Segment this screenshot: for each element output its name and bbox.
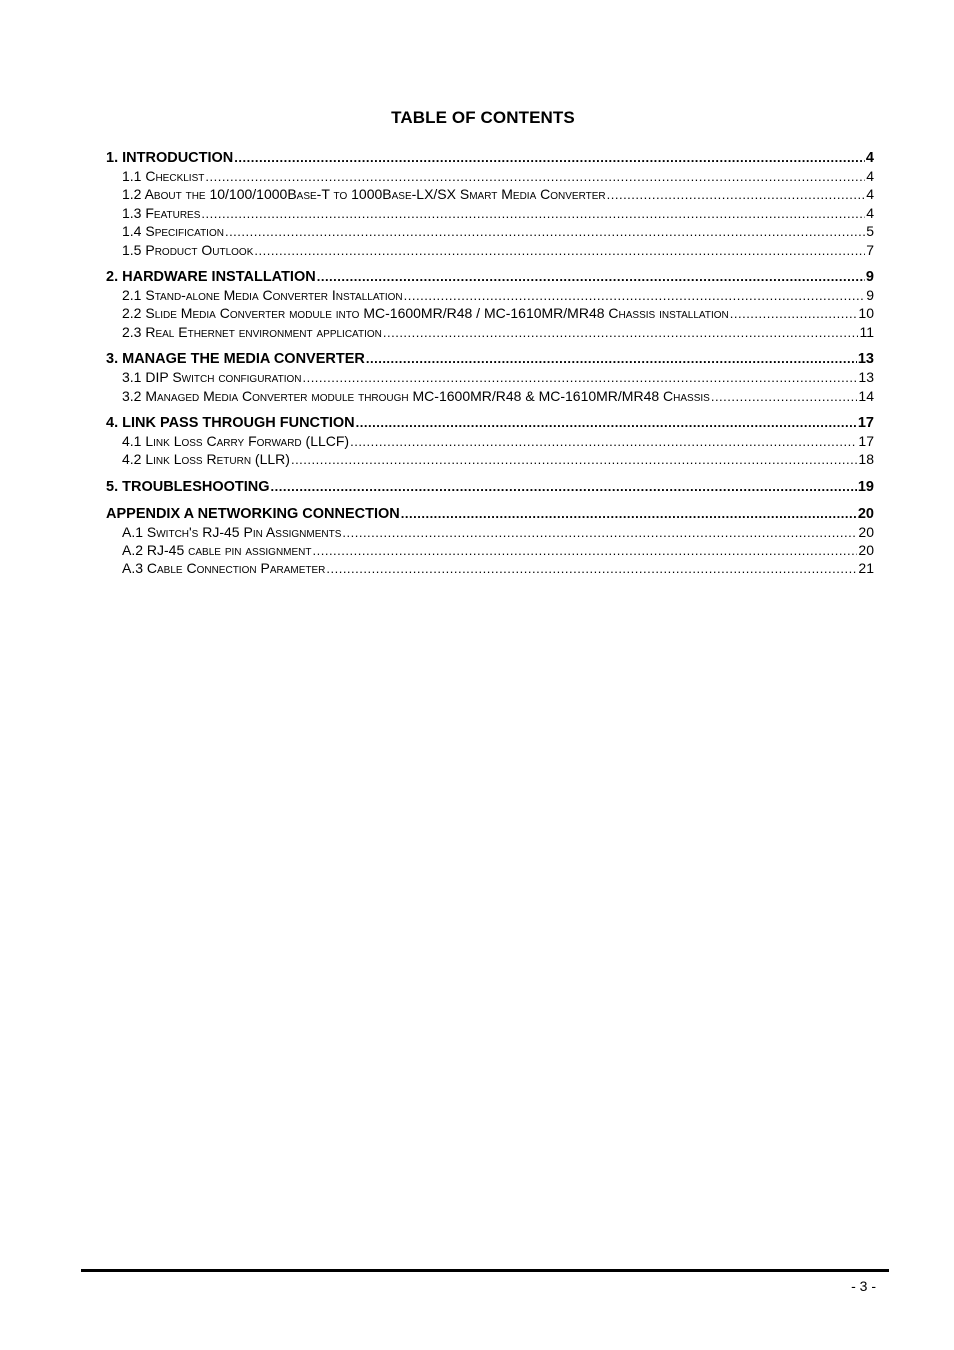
toc-subentry-page: 21 bbox=[858, 560, 874, 577]
toc-leader-dots bbox=[401, 506, 857, 521]
toc-subentry-page: 4 bbox=[866, 186, 874, 203]
toc-subentry-title: A.1 Switch's RJ-45 Pin Assignments bbox=[122, 523, 342, 540]
toc-leader-dots bbox=[366, 351, 857, 366]
toc-leader-dots bbox=[205, 169, 865, 184]
toc-leader-dots bbox=[383, 325, 859, 340]
toc-entry-page: 19 bbox=[857, 478, 874, 495]
toc-leader-dots bbox=[607, 187, 866, 202]
toc-subentry-title: 3.2 Managed Media Converter module through MC-1600MR/R48 & MC-1610MR/MR48 Chassis bbox=[122, 387, 710, 404]
toc-subentry[interactable] bbox=[106, 186, 874, 204]
toc-section-hardware-installation bbox=[106, 269, 874, 342]
toc-entry-title: 3. MANAGE THE MEDIA CONVERTER bbox=[106, 351, 365, 368]
toc-subentry-title: A.2 RJ-45 cable pin assignment bbox=[122, 542, 312, 559]
toc-entry-page: 17 bbox=[857, 414, 874, 431]
toc-subentry-page: 14 bbox=[858, 387, 874, 404]
toc-entry-page: 4 bbox=[865, 150, 874, 166]
toc-subentry-page: 20 bbox=[858, 542, 874, 559]
toc-leader-dots bbox=[302, 370, 857, 385]
toc-subentry-title: 3.1 DIP Switch configuration bbox=[122, 369, 302, 386]
toc-subentry-page: 5 bbox=[866, 223, 874, 240]
toc-entry[interactable] bbox=[106, 415, 874, 433]
toc-leader-dots bbox=[225, 224, 865, 239]
toc-subentry-title: 4.1 Link Loss Carry Forward (LLCF) bbox=[122, 432, 350, 449]
toc-subentry[interactable] bbox=[106, 524, 874, 542]
toc-subentry[interactable] bbox=[106, 542, 874, 560]
toc-subentry[interactable] bbox=[106, 560, 874, 578]
toc-subentry[interactable] bbox=[106, 324, 874, 342]
toc-subentry-page: 4 bbox=[866, 204, 874, 221]
footer-rule bbox=[81, 1269, 889, 1272]
toc-subentry-title: 1.3 Features bbox=[122, 204, 201, 221]
table-of-contents bbox=[106, 150, 874, 588]
toc-section-link-pass-through bbox=[106, 415, 874, 470]
toc-entry[interactable] bbox=[106, 506, 874, 524]
toc-leader-dots bbox=[201, 206, 865, 221]
toc-subentry[interactable] bbox=[106, 388, 874, 406]
toc-subentry[interactable] bbox=[106, 242, 874, 260]
toc-section-appendix-a bbox=[106, 506, 874, 579]
toc-leader-dots bbox=[254, 243, 865, 258]
toc-subentry-title: 1.5 Product Outlook bbox=[122, 241, 254, 258]
toc-leader-dots bbox=[326, 561, 857, 576]
toc-subentry-page: 13 bbox=[858, 369, 874, 386]
toc-section-troubleshooting bbox=[106, 479, 874, 497]
toc-subentry-page: 20 bbox=[858, 523, 874, 540]
toc-subentry-page: 4 bbox=[866, 168, 874, 184]
toc-entry[interactable] bbox=[106, 269, 874, 287]
toc-leader-dots bbox=[313, 543, 858, 558]
toc-subentry-title: 2.1 Stand-alone Media Converter Installation bbox=[122, 286, 403, 303]
toc-section-manage-media-converter bbox=[106, 351, 874, 406]
toc-entry-page: 20 bbox=[857, 505, 874, 522]
toc-subentry-title: A.3 Cable Connection Parameter bbox=[122, 560, 326, 577]
toc-leader-dots bbox=[291, 452, 857, 467]
toc-entry-page: 9 bbox=[865, 268, 874, 285]
toc-subentry-page: 7 bbox=[866, 241, 874, 258]
toc-leader-dots bbox=[234, 150, 865, 165]
toc-subentry-page: 17 bbox=[858, 432, 874, 449]
toc-entry[interactable] bbox=[106, 150, 874, 168]
toc-subentry[interactable] bbox=[106, 205, 874, 223]
toc-subentry[interactable] bbox=[106, 305, 874, 323]
toc-subentry-title: 1.1 Checklist bbox=[122, 168, 205, 184]
toc-subentry[interactable] bbox=[106, 369, 874, 387]
page-number: - 3 - bbox=[851, 1278, 876, 1294]
toc-subentry-page: 9 bbox=[866, 286, 874, 303]
toc-subentry[interactable] bbox=[106, 223, 874, 241]
toc-subentry[interactable] bbox=[106, 451, 874, 469]
toc-subentry-page: 11 bbox=[859, 323, 874, 340]
toc-subentry-page: 10 bbox=[858, 305, 874, 322]
toc-subentry[interactable] bbox=[106, 287, 874, 305]
toc-subentry[interactable] bbox=[106, 433, 874, 451]
toc-leader-dots bbox=[317, 269, 865, 284]
toc-subentry-title: 4.2 Link Loss Return (LLR) bbox=[122, 451, 290, 468]
toc-leader-dots bbox=[342, 525, 857, 540]
toc-leader-dots bbox=[271, 479, 857, 494]
toc-subentry[interactable] bbox=[106, 168, 874, 186]
toc-entry-title: 5. TROUBLESHOOTING bbox=[106, 478, 270, 495]
toc-leader-dots bbox=[356, 415, 857, 430]
toc-leader-dots bbox=[711, 389, 858, 404]
toc-leader-dots bbox=[350, 434, 857, 449]
toc-entry-title: 4. LINK PASS THROUGH FUNCTION bbox=[106, 414, 355, 431]
toc-subentry-title: 2.2 Slide Media Converter module into MC-1600MR/R48 / MC-1610MR/MR48 Chassis installation bbox=[122, 305, 729, 322]
toc-leader-dots bbox=[404, 288, 866, 303]
toc-entry-title: 2. HARDWARE INSTALLATION bbox=[106, 268, 316, 285]
toc-entry-page: 13 bbox=[857, 351, 874, 368]
toc-entry[interactable] bbox=[106, 351, 874, 369]
toc-entry-title: APPENDIX A NETWORKING CONNECTION bbox=[106, 505, 400, 522]
toc-entry-title: 1. INTRODUCTION bbox=[106, 150, 234, 166]
toc-subentry-title: 2.3 Real Ethernet environment application bbox=[122, 323, 382, 340]
toc-leader-dots bbox=[730, 306, 858, 321]
toc-subentry-title: 1.2 About the 10/100/1000Base-T to 1000Base-LX/SX Smart Media Converter bbox=[122, 186, 606, 203]
toc-entry[interactable] bbox=[106, 479, 874, 497]
toc-section-introduction bbox=[106, 150, 874, 260]
page-title: TABLE OF CONTENTS bbox=[391, 108, 575, 127]
toc-subentry-page: 18 bbox=[858, 451, 874, 468]
toc-subentry-title: 1.4 Specification bbox=[122, 223, 224, 240]
